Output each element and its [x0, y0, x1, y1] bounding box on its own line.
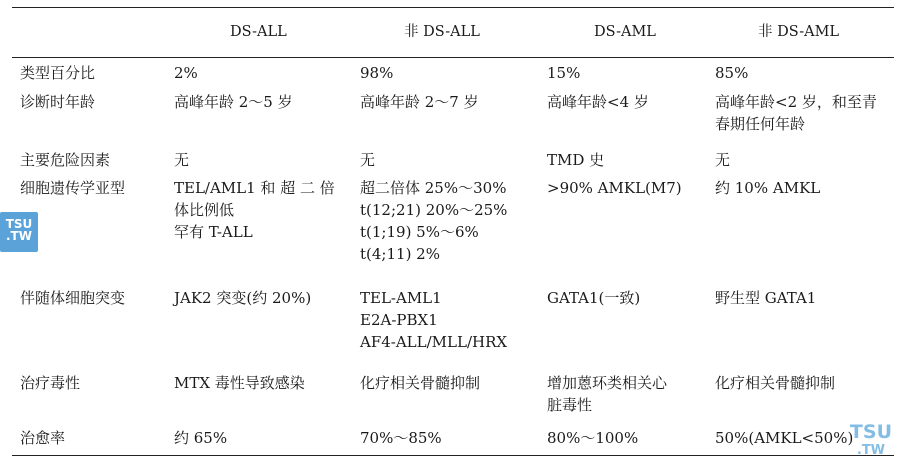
table-cell	[715, 287, 816, 309]
cell-line: GATA1(一致)	[547, 289, 641, 307]
cell-line: 高峰年龄 2～7 岁	[360, 93, 479, 111]
cell-line: 脏毒性	[547, 396, 593, 414]
cell-line: 无	[715, 151, 731, 169]
table-cell	[174, 287, 311, 309]
table-cell	[174, 372, 305, 394]
table-cell	[547, 287, 640, 309]
cell-line: TEL-AML1	[360, 289, 442, 307]
watermark-logo-left	[0, 212, 38, 252]
table-cell	[174, 177, 335, 243]
cell-line: 春期任何年龄	[715, 115, 806, 133]
table-cell	[547, 177, 682, 199]
cell-line: 15%	[547, 64, 581, 82]
cell-line: 化疗相关骨髓抑制	[360, 374, 481, 392]
table-top-rule	[12, 7, 894, 8]
table-cell	[547, 149, 604, 171]
table-cell	[174, 427, 227, 449]
table-cell	[360, 177, 507, 265]
cell-line: TEL/AML1 和 超 二 倍	[174, 179, 335, 197]
table-cell	[715, 91, 877, 135]
cell-line: 无	[174, 151, 190, 169]
cell-line: E2A-PBX1	[360, 311, 438, 329]
table-cell	[547, 372, 667, 416]
cell-line: 高峰年龄<4 岁	[547, 93, 649, 111]
column-header: DS-AML	[594, 24, 656, 40]
cell-line: AF4-ALL/MLL/HRX	[360, 333, 508, 351]
cell-line: JAK2 突变(约 20%)	[174, 289, 312, 307]
comparison-table	[12, 7, 894, 457]
table-header-rule	[12, 57, 894, 58]
cell-line: MTX 毒性导致感染	[174, 374, 305, 392]
table-cell	[174, 149, 189, 171]
cell-line: TMD 史	[547, 151, 605, 169]
row-label: 伴随体细胞突变	[20, 289, 126, 307]
cell-line: 野生型 GATA1	[715, 289, 817, 307]
table-cell	[360, 287, 507, 353]
table-cell	[174, 91, 293, 113]
cell-line: 50%(AMKL<50%)	[715, 429, 854, 447]
row-label: 类型百分比	[20, 64, 96, 82]
row-label: 诊断时年龄	[20, 93, 96, 111]
cell-line: t(1;19) 5%～6%	[360, 223, 479, 241]
watermark-right-line1: TSU	[849, 421, 892, 443]
table-cell	[360, 149, 375, 171]
cell-line: 高峰年龄 2～5 岁	[174, 93, 293, 111]
column-header: DS-ALL	[230, 24, 287, 40]
cell-line: 化疗相关骨髓抑制	[715, 374, 836, 392]
cell-line: 70%～85%	[360, 429, 442, 447]
cell-line: 2%	[174, 64, 198, 82]
table-cell	[360, 91, 479, 113]
cell-line: 超二倍体 25%～30%	[360, 179, 507, 197]
column-header: 非 DS-ALL	[404, 24, 480, 40]
table-cell	[715, 149, 730, 171]
cell-line: 约 10% AMKL	[715, 179, 821, 197]
table-cell	[547, 427, 638, 449]
table-cell	[360, 372, 480, 394]
cell-line: 约 65%	[174, 429, 228, 447]
watermark-logo-right	[850, 423, 892, 457]
cell-line: t(4;11) 2%	[360, 245, 440, 263]
row-label: 治疗毒性	[20, 374, 81, 392]
cell-line: 高峰年龄<2 岁，和至青	[715, 93, 877, 111]
table-cell	[360, 427, 442, 449]
cell-line: 85%	[715, 64, 749, 82]
row-label: 主要危险因素	[20, 151, 111, 169]
watermark-left-line2: .TW	[6, 229, 32, 243]
watermark-left-line1: TSU	[5, 217, 33, 231]
cell-line: 罕有 T-ALL	[174, 223, 253, 241]
cell-line: 无	[360, 151, 376, 169]
watermark-right-line2: .TW	[856, 443, 886, 458]
table-cell	[547, 62, 580, 84]
table-cell	[715, 427, 853, 449]
table-cell	[715, 177, 820, 199]
table-cell	[360, 62, 393, 84]
cell-line: 80%～100%	[547, 429, 639, 447]
cell-line: 98%	[360, 64, 394, 82]
table-bottom-rule	[12, 455, 894, 456]
row-label: 细胞遗传学亚型	[20, 179, 126, 197]
table-cell	[715, 372, 835, 394]
row-label: 治愈率	[20, 429, 66, 447]
table-cell	[174, 62, 198, 84]
cell-line: 增加蒽环类相关心	[547, 374, 668, 392]
cell-line: >90% AMKL(M7)	[547, 179, 682, 197]
table-cell	[547, 91, 649, 113]
table-cell	[715, 62, 748, 84]
cell-line: t(12;21) 20%～25%	[360, 201, 508, 219]
column-header: 非 DS-AML	[758, 24, 840, 40]
cell-line: 体比例低	[174, 201, 235, 219]
